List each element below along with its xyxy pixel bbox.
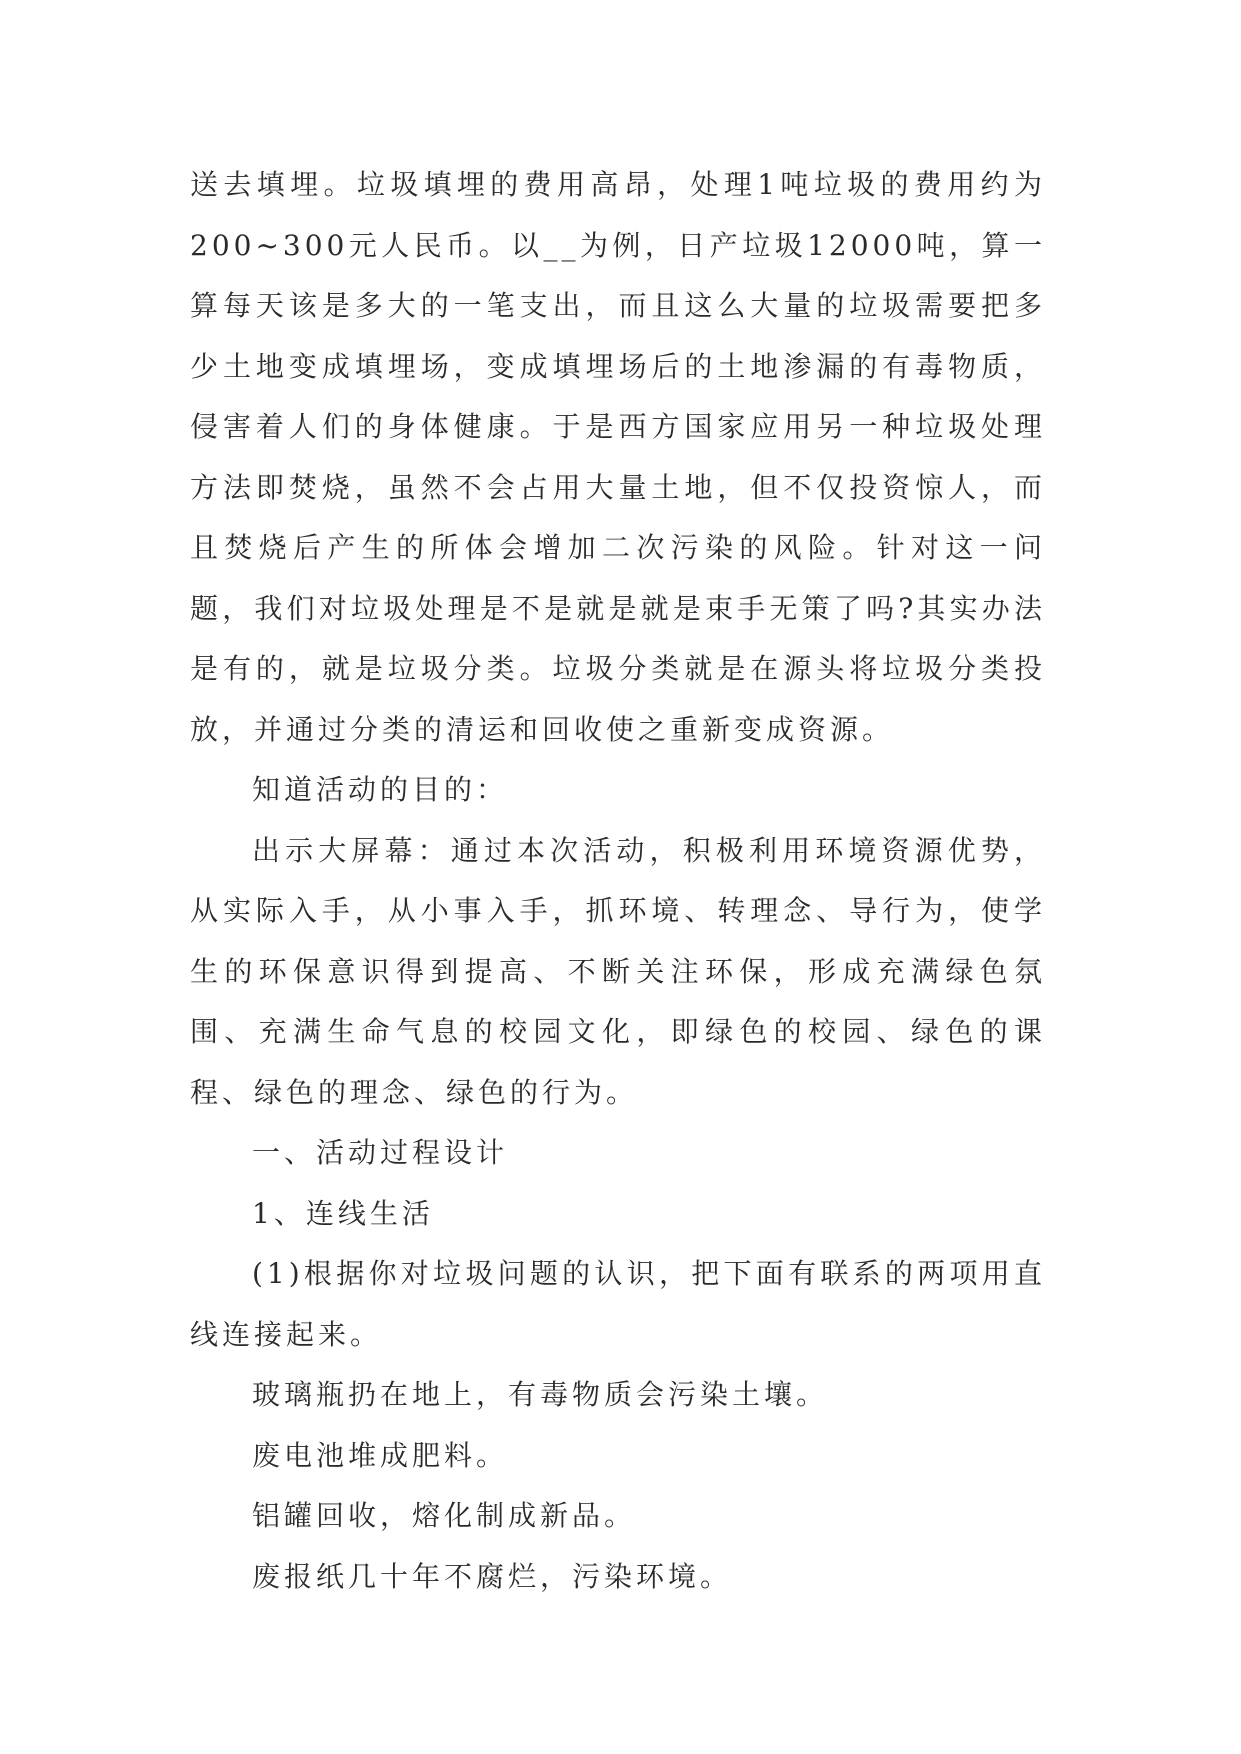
paragraph-activity-purpose: 出示大屏幕：通过本次活动，积极利用环境资源优势，从实际入手，从小事入手，抓环境、转理念、导行为，使学生的环保意识得到提高、不断关注环保，形成充满绿色氛围、充满生命气息的校园文化，即绿色的校园、绿色的课程、绿色的理念、绿色的行为。 — [190, 833, 1046, 1109]
paragraph-connect-instruction: (1)根据你对垃圾问题的认识，把下面有联系的两项用直线连接起来。 — [190, 1257, 1046, 1351]
list-item-newspaper: 废报纸几十年不腐烂，污染环境。 — [252, 1559, 733, 1593]
list-item-glass-bottle: 玻璃瓶扔在地上，有毒物质会污染土壤。 — [252, 1378, 829, 1411]
list-item-battery: 废电池堆成肥料。 — [252, 1438, 509, 1472]
paragraph-landfill-cost: 送去填埋。垃圾填埋的费用高昂，处理1吨垃圾的费用约为200~300元人民币。以__为例，日产垃圾12000吨，算一算每天该是多大的一笔支出，而且这么大量的垃圾需要把多少土地变成填埋场，变成填埋场后的土地渗漏的有毒物质，侵害着人们的身体健康。于是西方国家应用另一种垃圾处理方法即焚烧，虽然不会占用大量土地，但不仅投资惊人，而且焚烧后产生的所体会增加二次污染的风险。针对这一问题，我们对垃圾处理是不是就是就是束手无策了吗?其实办法是有的，就是垃圾分类。垃圾分类就是在源头将垃圾分类投放，并通过分类的清运和回收使之重新变成资源。 — [190, 168, 1046, 746]
list-item-aluminum-can: 铝罐回收，熔化制成新品。 — [252, 1499, 637, 1532]
subsection-heading-connect-life: 1、连线生活 — [252, 1196, 434, 1230]
document-body — [190, 155, 1046, 1607]
paragraph-activity-purpose-heading: 知道活动的目的： — [252, 773, 509, 806]
section-heading-activity-design: 一、活动过程设计 — [252, 1136, 509, 1169]
